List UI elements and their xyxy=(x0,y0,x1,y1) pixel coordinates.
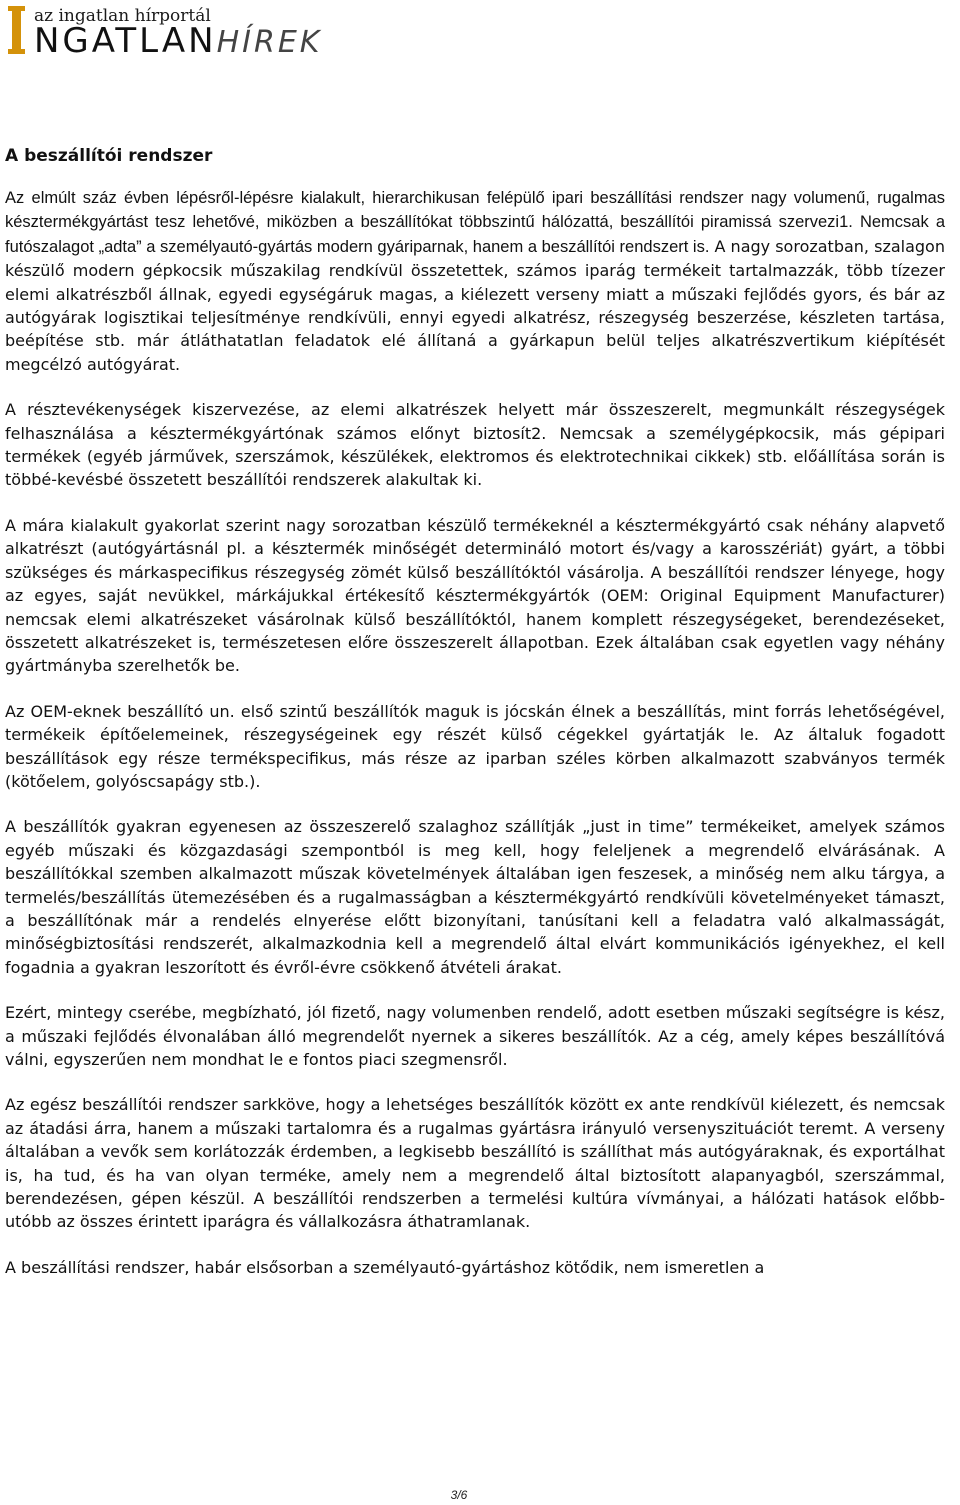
paragraph xyxy=(5,815,945,979)
paragraph xyxy=(5,700,945,794)
paragraph xyxy=(5,514,945,678)
paragraph-text: Az egész beszállítói rendszer sarkköve, hogy a lehetséges beszállítók között ex ante rendkívül kiélezett, és nemcsak az átadási árra, hanem a műszaki tartalomra és a rugalmas gyártásra irányuló versenyszituációt teremt. A verseny általában a vevők sem korlátozzák érdemben, a legkisebb beszállító is szállíthat más autógyáraknak, és exportálhat is, ha tud, és ha van olyan terméke, amely nem a megrendelő által biztosított alapanyagból, szerszámmal, berendezésen, gépen készül. A beszállítói rendszerben a termelési kultúra vívmányai, a hálózati hatások előbb-utóbb az összes érintett iparágra és vállalkozásra áthatramlanak. xyxy=(5,1095,945,1232)
paragraph-text: Ezért, mintegy cserébe, megbízható, jól fizető, nagy volumenben rendelő, adott esetben műszaki segítségre is kész, a műszaki fejlődés élvonalában álló megrendelőt nyernek a sikeres beszállítók. Az a cég, amely képes beszállítóvá válni, egyszerűen nem mondhat le e fontos piaci szegmensről. xyxy=(5,1003,945,1069)
paragraph-text: Az OEM-eknek beszállító un. első szintű beszállítók maguk is jócskán élnek a beszállítás, mint forrás lehetőségével, termékeik építőelemeinek, részegységeinek egy részét külső cégekkel gyártatják le. Az általuk fogadott beszállítások egy része termékspecifikus, más része az iparban széles körben alkalmazott szabványos termék (kötőelem, golyóscsapágy stb.). xyxy=(5,701,945,791)
paragraph-text: A nagy sorozatban, szalagon készülő modern gépkocsik műszakilag rendkívül összetettek, számos iparág termékeit tartalmazzák, több tízezer elemi alkatrészből állnak, egyedi egységáruk magas, a kiélezett verseny miatt a műszaki fejlődés gyors, és bár az autógyárak logisztikai teljesítménye rendkívüli, ennyi egyedi alkatrész, részegység beszerzése, készleten tartása, beépítése stb. már átláthatatlan feladatok elé állítaná a gyárkapun belül teljes alkatrészvertikum kiépítését megcélzó autógyárat. xyxy=(5,236,945,374)
site-logo[interactable] xyxy=(6,4,336,60)
page-number: 3/6 xyxy=(450,1488,468,1502)
logo-word-hirek: HÍREK xyxy=(216,25,323,60)
paragraph-text: A beszállítók gyakran egyenesen az összeszerelő szalaghoz szállítják „just in time” termékeiket, amelyek számos egyéb műszaki és közgazdasági szempontból is meg kell, hogy feleljenek a megrendelő elvárásának. A beszállítókkal szemben alkalmazott műszak követelmények általában igen feszesek, a minőség nem alku tárgya, a termelés/beszállítás ütemezésében és a rugalmasságban a késztermékgyártó rendkívüli követelményeket támaszt, a beszállítónak már a rendelés elnyerése előtt bizonyítani, tanúsítani kell a feladatra való alkalmasságát, minőségbiztosítási rendszerét, alkalmazkodnia kell a megrendelő által elvárt kommunikációs igényekhez, el kell fogadnia a gyakran leszorított és évről-évre csökkenő átvételi árakat. xyxy=(5,817,945,977)
article-body xyxy=(5,144,945,1301)
article-paragraphs xyxy=(5,186,945,1279)
paragraph xyxy=(5,1256,945,1279)
page-footer xyxy=(0,1488,960,1502)
logo-word-ingatlan: NGATLAN xyxy=(34,21,217,61)
logo-wordmark xyxy=(34,21,322,62)
paragraph xyxy=(5,186,945,376)
paragraph xyxy=(5,1093,945,1233)
logo-letter-i xyxy=(6,4,30,58)
paragraph-text: A mára kialakult gyakorlat szerint nagy sorozatban készülő termékeknél a késztermékgyártó csak néhány alapvető alkatrészt (autógyártásnál pl. a késztermék minőségét determináló motort és/vagy a karosszériát) gyárt, a többi szükséges és márkaspecifikus részegység zömét külső beszállítóktól vásárolja. A beszállítói rendszer lényege, hogy az egyes, saját nevükkel, márkájukkal értékesítő késztermékgyártók (OEM: Original Equipment Manufacturer) nemcsak elemi alkatrészeket vásárolnak külső beszállítóktól, hanem komplett részegységeket, berendezéseket, összetett alkatrészeket is, természetesen előre összeszerelt állapotban. Ezek általában csak egyetlen vagy néhány gyártmányba szerelhetők be. xyxy=(5,515,945,676)
paragraph-text: A résztevékenységek kiszervezése, az elemi alkatrészek helyett már összeszerelt, megmunkált részegységek felhasználása a késztermékgyártónak számos előnyt biztosít2. Nemcsak a személygépkocsik, más gépipari termékek (egyéb járművek, szerszámok, készülékek, elektromos és elektrotechnikai cikkek) stb. előállítása során is többé-kevésbé összetett beszállítói rendszerek alakultak ki. xyxy=(5,400,945,490)
paragraph xyxy=(5,398,945,492)
paragraph xyxy=(5,1001,945,1071)
logo-tagline: az ingatlan hírportál xyxy=(34,6,211,26)
paragraph-text: Az elmúlt száz évben lépésről-lépésre kialakult, hierarchikusan felépülő ipari beszállítási rendszer nagy volumenű, rugalmas késztermékgyártást tesz lehetővé, miközben a beszállítókat többszintű hálózattá, beszállítói piramissá szervezi1. Nemcsak a futószalagot „adta” a személyautó-gyártás modern gyáriparnak, hanem a beszállítói rendszert is. xyxy=(5,189,945,256)
paragraph-text: A beszállítási rendszer, habár elsősorban a személyautó-gyártáshoz kötődik, nem ismeretlen a xyxy=(5,1257,765,1277)
article-title: A beszállítói rendszer xyxy=(5,146,213,166)
